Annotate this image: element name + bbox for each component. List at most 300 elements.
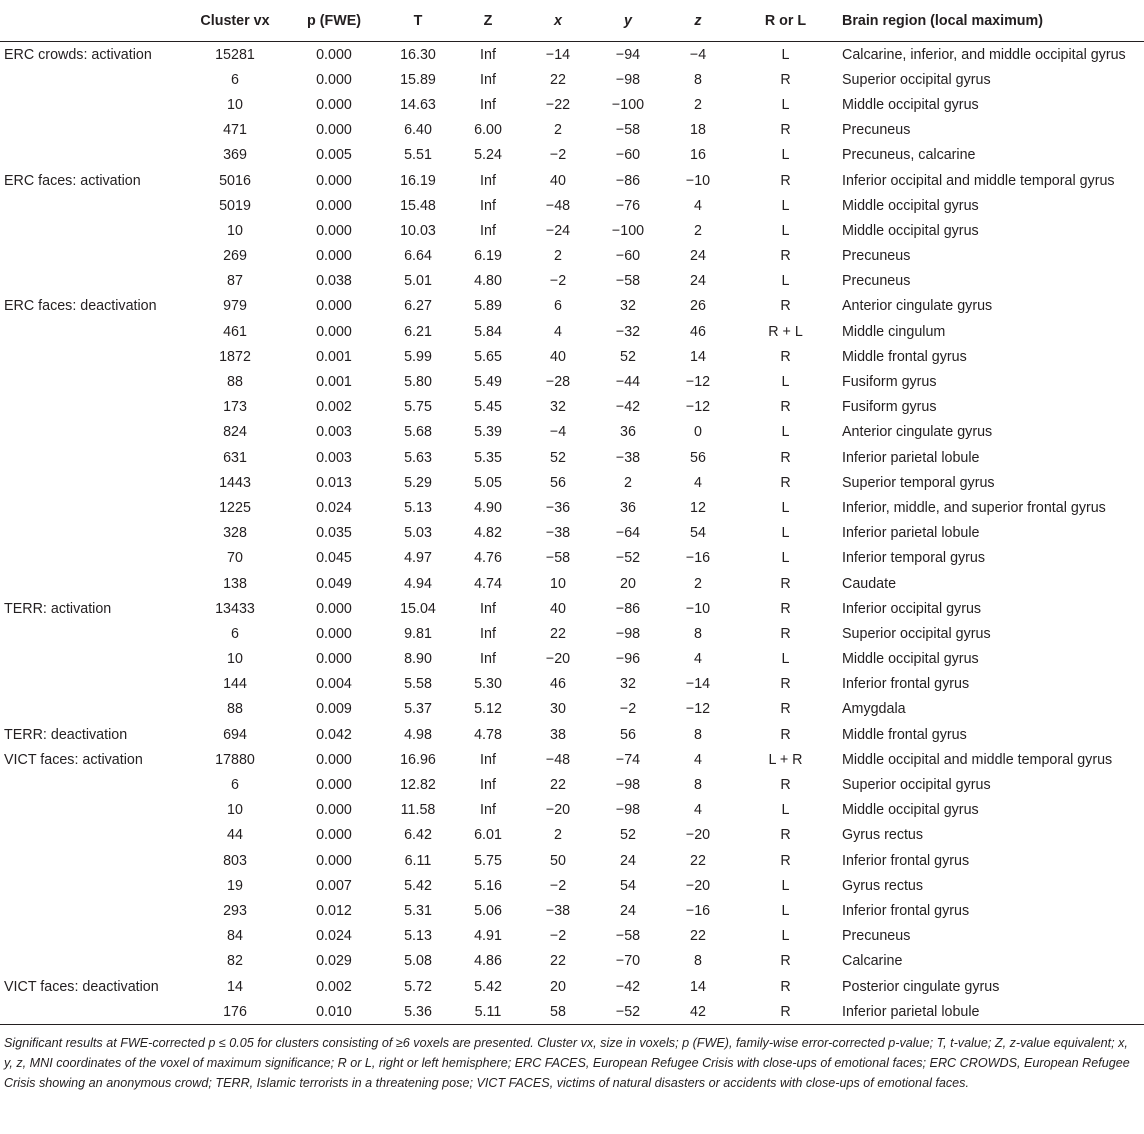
condition-cell: TERR: deactivation <box>4 726 128 743</box>
condition-cell <box>0 647 185 672</box>
hemisphere-cell: L <box>781 197 790 214</box>
hemisphere-cell: R <box>780 827 791 844</box>
brain-region-cell: Middle frontal gyrus <box>842 726 967 743</box>
condition-cell <box>0 218 185 243</box>
p-fwe-cell: 0.002 <box>316 978 352 995</box>
condition-cell <box>0 445 185 470</box>
z-coord-cell: 46 <box>690 323 706 340</box>
p-fwe-cell: 0.049 <box>316 575 352 592</box>
cluster-vx-cell: 1443 <box>219 474 251 491</box>
table-row <box>0 974 1144 999</box>
hemisphere-cell: L <box>781 46 790 63</box>
p-fwe-cell: 0.000 <box>316 827 352 844</box>
p-fwe-cell: 0.003 <box>316 449 352 466</box>
condition-cell <box>0 873 185 898</box>
condition-cell <box>0 521 185 546</box>
x-cell: 10 <box>550 575 566 592</box>
p-fwe-cell: 0.024 <box>316 499 352 516</box>
x-cell: −48 <box>545 751 571 768</box>
p-fwe-cell: 0.000 <box>316 46 352 63</box>
z-coord-cell: 4 <box>694 651 702 668</box>
cluster-vx-cell: 82 <box>227 953 243 970</box>
z-value-cell: Inf <box>480 751 496 768</box>
z-value-cell: Inf <box>480 46 496 63</box>
y-cell: −98 <box>615 777 641 794</box>
condition-cell <box>0 672 185 697</box>
x-cell: −14 <box>545 46 571 63</box>
cluster-vx-cell: 144 <box>223 676 247 693</box>
t-cell: 4.98 <box>404 726 432 743</box>
table-row <box>0 823 1144 848</box>
z-coord-cell: 24 <box>690 248 706 265</box>
x-cell: −58 <box>545 550 571 567</box>
y-cell: 24 <box>620 902 636 919</box>
x-cell: 46 <box>550 676 566 693</box>
hemisphere-cell: R <box>733 999 838 1025</box>
z-coord-cell: 12 <box>690 499 706 516</box>
x-cell: −38 <box>545 525 571 542</box>
hemisphere-cell: R <box>780 625 791 642</box>
header-p-fwe: p (FWE) <box>285 0 383 42</box>
cluster-vx-cell: 471 <box>223 122 247 139</box>
condition-cell <box>0 193 185 218</box>
table-footnote: Significant results at FWE-corrected p ≤ 0.05 for clusters consisting of ≥6 voxels are presented. Cluster vx, size in voxels; p (FWE), family-wise error-corrected p-value; T, t-value; Z, z-value equivalent; x, y, z, MNI coordinates of the voxel of maximum significance; R or L, right or left hemisphere; ERC FACES, European Refugee Crisis with close-ups of emotional faces; ERC CROWDS, European Refugee Crisis showing an anonymous crowd; TERR, Islamic terrorists in a threatening pose; VICT FACES, victims of natural disasters or accidents with close-ups of emotional faces. <box>4 1036 1130 1091</box>
p-fwe-cell: 0.007 <box>316 877 352 894</box>
brain-region-cell: Anterior cingulate gyrus <box>842 424 993 441</box>
z-value-cell: 5.65 <box>474 348 502 365</box>
z-coord-cell: 0 <box>694 424 702 441</box>
header-hemisphere: R or L <box>733 0 838 42</box>
hemisphere-cell: R <box>780 600 791 617</box>
z-coord-cell: −16 <box>685 550 711 567</box>
cluster-vx-cell: 13433 <box>215 600 255 617</box>
cluster-vx-cell: 84 <box>227 928 243 945</box>
p-fwe-cell: 0.000 <box>316 777 352 794</box>
y-cell: 54 <box>620 877 636 894</box>
hemisphere-cell: R <box>780 474 791 491</box>
x-cell: −20 <box>545 651 571 668</box>
condition-cell <box>0 395 185 420</box>
z-value-cell: 5.16 <box>474 877 502 894</box>
brain-region-cell: Superior occipital gyrus <box>842 71 991 88</box>
brain-region-cell: Fusiform gyrus <box>842 399 937 416</box>
z-coord-cell: −20 <box>685 877 711 894</box>
z-value-cell: 4.90 <box>474 499 502 516</box>
z-value-cell: Inf <box>480 222 496 239</box>
t-cell: 5.51 <box>404 147 432 164</box>
hemisphere-cell: L <box>781 273 790 290</box>
x-cell: −2 <box>549 928 567 945</box>
z-coord-cell: 4 <box>694 197 702 214</box>
z-value-cell: 5.45 <box>474 399 502 416</box>
z-value-cell: 4.74 <box>474 575 502 592</box>
x-cell: −2 <box>549 273 567 290</box>
hemisphere-cell: R <box>780 399 791 416</box>
z-coord-cell: 22 <box>690 928 706 945</box>
p-fwe-cell: 0.029 <box>316 953 352 970</box>
brain-region-cell: Amygdala <box>842 701 906 718</box>
table-row <box>0 949 1144 974</box>
y-cell: −98 <box>615 71 641 88</box>
t-cell: 5.63 <box>404 449 432 466</box>
z-value-cell: 6.00 <box>474 122 502 139</box>
t-cell: 10.03 <box>400 222 436 239</box>
cluster-vx-cell: 369 <box>223 147 247 164</box>
cluster-vx-cell: 824 <box>223 424 247 441</box>
hemisphere-cell: R <box>780 449 791 466</box>
table-row <box>0 495 1144 520</box>
brain-region-cell: Inferior parietal lobule <box>838 999 1144 1025</box>
table-row <box>0 269 1144 294</box>
x-cell: 58 <box>523 999 593 1025</box>
cluster-vx-cell: 17880 <box>215 751 255 768</box>
y-cell: −96 <box>615 651 641 668</box>
cluster-vx-cell: 138 <box>223 575 247 592</box>
y-cell: −42 <box>615 978 641 995</box>
x-cell: −38 <box>545 902 571 919</box>
x-cell: 2 <box>554 248 562 265</box>
table-row <box>0 546 1144 571</box>
brain-region-cell: Middle occipital gyrus <box>842 802 979 819</box>
table-row <box>0 42 1144 68</box>
t-cell: 5.80 <box>404 374 432 391</box>
z-value-cell: 5.84 <box>474 323 502 340</box>
table-row <box>0 798 1144 823</box>
x-cell: 22 <box>550 625 566 642</box>
y-cell: −70 <box>615 953 641 970</box>
x-cell: −2 <box>549 147 567 164</box>
z-value-cell: Inf <box>480 777 496 794</box>
condition-cell <box>0 92 185 117</box>
hemisphere-cell: L <box>781 550 790 567</box>
x-cell: 52 <box>550 449 566 466</box>
x-cell: 32 <box>550 399 566 416</box>
y-cell: 36 <box>620 424 636 441</box>
cluster-vx-cell: 269 <box>223 248 247 265</box>
t-cell: 15.48 <box>400 197 436 214</box>
condition-cell: ERC crowds: activation <box>4 46 152 63</box>
condition-cell: ERC faces: deactivation <box>4 298 157 315</box>
t-cell: 5.13 <box>404 499 432 516</box>
z-coord-cell: −16 <box>685 902 711 919</box>
t-cell: 16.96 <box>400 751 436 768</box>
z-coord-cell: 24 <box>690 273 706 290</box>
hemisphere-cell: L <box>781 928 790 945</box>
p-fwe-cell: 0.000 <box>316 248 352 265</box>
condition-cell <box>0 344 185 369</box>
t-cell: 6.40 <box>404 122 432 139</box>
brain-region-cell: Precuneus <box>842 273 911 290</box>
condition-cell <box>0 772 185 797</box>
cluster-vx-cell: 44 <box>227 827 243 844</box>
x-cell: −24 <box>545 222 571 239</box>
p-fwe-cell: 0.002 <box>316 399 352 416</box>
condition-cell: ERC faces: activation <box>4 172 141 189</box>
z-coord-cell: 56 <box>690 449 706 466</box>
z-value-cell: Inf <box>480 96 496 113</box>
x-cell: 2 <box>554 122 562 139</box>
brain-region-cell: Inferior, middle, and superior frontal gyrus <box>842 499 1106 516</box>
z-value-cell: 5.49 <box>474 374 502 391</box>
z-coord-cell: 4 <box>694 751 702 768</box>
p-fwe-cell: 0.000 <box>316 651 352 668</box>
cluster-vx-cell: 10 <box>227 802 243 819</box>
p-fwe-cell: 0.000 <box>316 323 352 340</box>
brain-region-cell: Inferior parietal lobule <box>842 449 980 466</box>
cluster-vx-cell: 88 <box>227 374 243 391</box>
cluster-vx-cell: 6 <box>231 71 239 88</box>
y-cell: −100 <box>611 222 645 239</box>
z-value-cell: Inf <box>480 625 496 642</box>
z-value-cell: Inf <box>480 651 496 668</box>
condition-cell <box>0 898 185 923</box>
cluster-vx-cell: 6 <box>231 625 239 642</box>
z-coord-cell: 18 <box>690 122 706 139</box>
p-fwe-cell: 0.012 <box>316 902 352 919</box>
x-cell: 40 <box>550 348 566 365</box>
p-fwe-cell: 0.003 <box>316 424 352 441</box>
hemisphere-cell: R <box>780 726 791 743</box>
p-fwe-cell: 0.000 <box>316 197 352 214</box>
t-cell: 6.11 <box>404 852 432 869</box>
brain-region-cell: Fusiform gyrus <box>842 374 937 391</box>
t-cell: 6.64 <box>404 248 432 265</box>
condition-cell <box>0 621 185 646</box>
z-value-cell: 4.80 <box>474 273 502 290</box>
t-cell: 5.01 <box>404 273 432 290</box>
cluster-vx-cell: 694 <box>223 726 247 743</box>
x-cell: 38 <box>550 726 566 743</box>
t-cell: 5.99 <box>404 348 432 365</box>
y-cell: −74 <box>615 751 641 768</box>
condition-cell <box>0 949 185 974</box>
p-fwe-cell: 0.000 <box>316 122 352 139</box>
cluster-vx-cell: 631 <box>223 449 247 466</box>
z-value-cell: 5.89 <box>474 298 502 315</box>
table-row <box>0 143 1144 168</box>
t-cell: 5.29 <box>404 474 432 491</box>
hemisphere-cell: R <box>780 777 791 794</box>
cluster-vx-cell: 10 <box>227 222 243 239</box>
condition-cell <box>0 999 185 1025</box>
condition-cell <box>0 546 185 571</box>
y-cell: 24 <box>620 852 636 869</box>
y-cell: 32 <box>620 298 636 315</box>
hemisphere-cell: L <box>781 802 790 819</box>
y-cell: −98 <box>615 802 641 819</box>
table-row <box>0 118 1144 143</box>
table-row <box>0 445 1144 470</box>
z-coord-cell: −12 <box>685 701 711 718</box>
p-fwe-cell: 0.000 <box>316 71 352 88</box>
hemisphere-cell: R + L <box>768 323 803 340</box>
x-cell: 56 <box>550 474 566 491</box>
t-cell: 6.21 <box>404 323 432 340</box>
y-cell: −64 <box>615 525 641 542</box>
table-row <box>0 772 1144 797</box>
table-row <box>0 470 1144 495</box>
condition-cell <box>0 369 185 394</box>
condition-cell: VICT faces: deactivation <box>4 978 159 995</box>
brain-region-cell: Middle occipital gyrus <box>842 96 979 113</box>
z-value-cell: 5.30 <box>474 676 502 693</box>
brain-region-cell: Caudate <box>842 575 897 592</box>
x-cell: 30 <box>550 701 566 718</box>
cluster-vx-cell: 88 <box>227 701 243 718</box>
y-cell: −44 <box>615 374 641 391</box>
hemisphere-cell: R <box>780 172 791 189</box>
condition-cell: TERR: activation <box>4 600 112 617</box>
t-cell: 15.89 <box>400 71 436 88</box>
cluster-vx-cell: 173 <box>223 399 247 416</box>
hemisphere-cell: R <box>780 248 791 265</box>
t-cell: 14.63 <box>400 96 436 113</box>
y-cell: −58 <box>615 122 641 139</box>
hemisphere-cell: L <box>781 222 790 239</box>
brain-region-cell: Gyrus rectus <box>842 877 924 894</box>
y-cell: −58 <box>615 928 641 945</box>
cluster-vx-cell: 293 <box>223 902 247 919</box>
brain-region-cell: Inferior occipital and middle temporal gyrus <box>842 172 1115 189</box>
brain-region-cell: Middle frontal gyrus <box>842 348 967 365</box>
table-row <box>0 873 1144 898</box>
z-coord-cell: 8 <box>694 953 702 970</box>
condition-cell: VICT faces: activation <box>4 751 143 768</box>
p-fwe-cell: 0.000 <box>316 600 352 617</box>
brain-region-cell: Middle occipital gyrus <box>842 197 979 214</box>
z-value-cell: 4.91 <box>474 928 502 945</box>
table-row <box>0 747 1144 772</box>
table-body <box>0 42 1144 1025</box>
z-value-cell: 5.05 <box>474 474 502 491</box>
p-fwe-cell: 0.000 <box>316 625 352 642</box>
x-cell: −2 <box>549 877 567 894</box>
brain-region-cell: Middle cingulum <box>842 323 946 340</box>
hemisphere-cell: R <box>780 978 791 995</box>
t-cell: 15.04 <box>400 600 436 617</box>
hemisphere-cell: L <box>781 424 790 441</box>
x-cell: 22 <box>550 71 566 88</box>
z-value-cell: 4.82 <box>474 525 502 542</box>
header-t: T <box>383 0 453 42</box>
t-cell: 5.03 <box>404 525 432 542</box>
header-cluster-vx: Cluster vx <box>185 0 285 42</box>
z-value-cell: 5.06 <box>474 902 502 919</box>
y-cell: −2 <box>619 701 637 718</box>
p-fwe-cell: 0.000 <box>316 852 352 869</box>
header-x: x <box>523 0 593 42</box>
cluster-vx-cell: 328 <box>223 525 247 542</box>
table-row <box>0 672 1144 697</box>
z-value-cell: 4.86 <box>474 953 502 970</box>
p-fwe-cell: 0.010 <box>285 999 383 1025</box>
header-condition <box>0 0 185 42</box>
brain-region-cell: Gyrus rectus <box>842 827 924 844</box>
condition-cell <box>0 495 185 520</box>
z-coord-cell: 8 <box>694 726 702 743</box>
t-cell: 5.68 <box>404 424 432 441</box>
y-cell: −42 <box>615 399 641 416</box>
cluster-vx-cell: 6 <box>231 777 239 794</box>
z-coord-cell: 14 <box>690 348 706 365</box>
z-value-cell: 5.24 <box>474 147 502 164</box>
z-value-cell: 4.76 <box>474 550 502 567</box>
z-value-cell: 5.39 <box>474 424 502 441</box>
x-cell: 50 <box>550 852 566 869</box>
z-value-cell: Inf <box>480 600 496 617</box>
t-cell: 9.81 <box>404 625 432 642</box>
condition-cell <box>0 571 185 596</box>
table-row <box>0 848 1144 873</box>
z-coord-cell: 4 <box>694 474 702 491</box>
cluster-vx-cell: 1872 <box>219 348 251 365</box>
z-coord-cell: 14 <box>690 978 706 995</box>
p-fwe-cell: 0.000 <box>316 802 352 819</box>
condition-cell <box>0 118 185 143</box>
condition-cell <box>0 697 185 722</box>
z-coord-cell: 2 <box>694 575 702 592</box>
brain-region-cell: Posterior cingulate gyrus <box>842 978 1000 995</box>
t-cell: 5.13 <box>404 928 432 945</box>
t-cell: 16.19 <box>400 172 436 189</box>
t-cell: 5.37 <box>404 701 432 718</box>
z-coord-cell: −12 <box>685 399 711 416</box>
t-cell: 5.75 <box>404 399 432 416</box>
cluster-vx-cell: 10 <box>227 651 243 668</box>
p-fwe-cell: 0.024 <box>316 928 352 945</box>
z-value-cell: 5.42 <box>474 978 502 995</box>
hemisphere-cell: L <box>781 902 790 919</box>
z-value-cell: 5.75 <box>474 852 502 869</box>
x-cell: 22 <box>550 953 566 970</box>
z-coord-cell: 2 <box>694 222 702 239</box>
cluster-vx-cell: 15281 <box>215 46 255 63</box>
z-coord-cell: 54 <box>690 525 706 542</box>
cluster-vx-cell: 1225 <box>219 499 251 516</box>
z-value-cell: 5.12 <box>474 701 502 718</box>
table-row <box>0 294 1144 319</box>
z-coord-cell: 8 <box>694 625 702 642</box>
table-row <box>0 218 1144 243</box>
p-fwe-cell: 0.000 <box>316 172 352 189</box>
cluster-vx-cell: 5019 <box>219 197 251 214</box>
x-cell: 20 <box>550 978 566 995</box>
p-fwe-cell: 0.038 <box>316 273 352 290</box>
table-row <box>0 596 1144 621</box>
table-row <box>0 647 1144 672</box>
z-coord-cell: 8 <box>694 777 702 794</box>
t-cell: 6.27 <box>404 298 432 315</box>
hemisphere-cell: L <box>781 651 790 668</box>
x-cell: −28 <box>545 374 571 391</box>
x-cell: −36 <box>545 499 571 516</box>
p-fwe-cell: 0.000 <box>316 751 352 768</box>
p-fwe-cell: 0.001 <box>316 348 352 365</box>
y-cell: −52 <box>593 999 663 1025</box>
table-row <box>0 319 1144 344</box>
y-cell: −98 <box>615 625 641 642</box>
p-fwe-cell: 0.035 <box>316 525 352 542</box>
z-coord-cell: 16 <box>690 147 706 164</box>
x-cell: 22 <box>550 777 566 794</box>
condition-cell <box>0 269 185 294</box>
header-brain-region: Brain region (local maximum) <box>838 0 1144 42</box>
z-coord-cell: −10 <box>685 600 711 617</box>
condition-cell <box>0 848 185 873</box>
x-cell: −22 <box>545 96 571 113</box>
brain-region-cell: Inferior frontal gyrus <box>842 676 970 693</box>
hemisphere-cell: R <box>780 701 791 718</box>
